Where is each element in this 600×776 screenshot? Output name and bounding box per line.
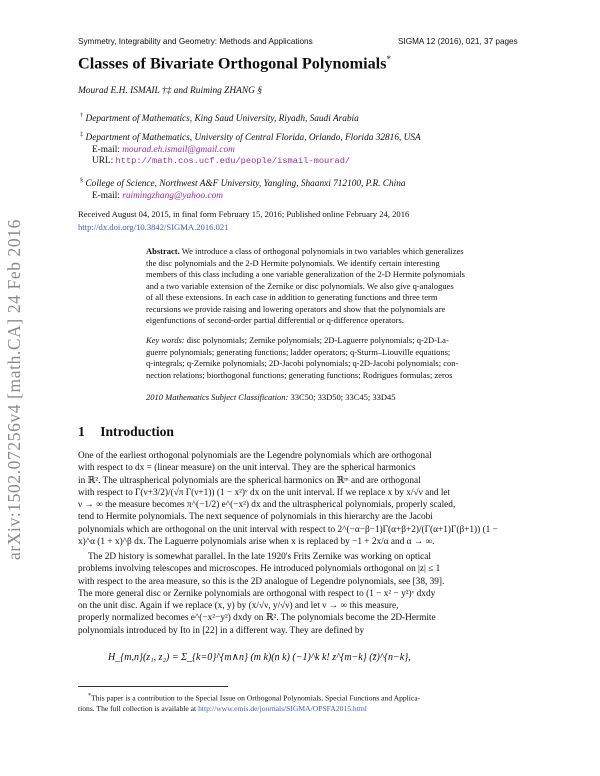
journal-citation: SIGMA 12 (2016), 021, 37 pages xyxy=(398,37,518,46)
body-line: polynomials introduced by Ito in [22] in a different way. They are defined by xyxy=(78,625,365,636)
email-link-1[interactable]: mourad.eh.ismail@gmail.com xyxy=(122,144,235,155)
abstract-line: members of this class including a one variable generalization of the 2-D Hermite polynomials xyxy=(146,269,465,279)
abstract-label: Abstract. xyxy=(146,246,180,256)
affiliation-2-mark: ‡ xyxy=(80,131,84,138)
body-line: with respect to dx = (linear measure) on the unit interval. They are the spherical harmonics xyxy=(78,463,416,474)
abstract-line: recursions we provide raising and lowering operators and show that the polynomials are xyxy=(146,303,446,314)
section-number: 1 xyxy=(78,424,85,439)
affiliation-1 xyxy=(80,110,550,126)
affiliation-3-mark: § xyxy=(80,177,84,184)
email-label-2: E-mail: xyxy=(92,190,120,201)
keywords xyxy=(146,335,534,381)
title-footnote-mark[interactable]: * xyxy=(386,54,391,64)
affiliation-2 xyxy=(80,129,550,168)
msc-label: 2010 Mathematics Subject Classification: xyxy=(146,392,289,402)
abstract xyxy=(146,246,534,327)
footnote-line-2: tions. The full collection is available at xyxy=(78,703,197,713)
body-line: ν → ∞ the measure becomes π^(−1/2) e^(−x²) dx and the ultraspherical polynomials, properly scaled, xyxy=(78,500,456,511)
body-line: x)^α (1 + x)^β dx. The Laguerre polynomials arise when x is replaced by −1 + 2x/α and α → ∞. xyxy=(78,537,435,548)
abstract-line: eigenfunctions of second-order partial differential or q-difference operators. xyxy=(146,315,404,325)
affiliation-3-text: College of Science, Northwest A&F University, Yangling, Shaanxi 712100, P.R. China xyxy=(85,179,406,190)
body-line: properly normalized becomes e^(−x²−y²) dxdy on ℝ². The polynomials become the 2D-Hermite xyxy=(78,613,436,624)
affiliation-3 xyxy=(80,175,550,202)
keywords-label: Key words: xyxy=(146,335,185,345)
body-line: on the unit disc. Again if we replace (x, y) by (x/√ν, y/√ν) and let ν → ∞ this measure, xyxy=(78,601,399,612)
abstract-line: of all these extensions. In each case in addition to generating functions and three term xyxy=(146,292,438,302)
doi-link[interactable]: http://dx.doi.org/10.3842/SIGMA.2016.021 xyxy=(78,222,229,232)
affiliation-1-text: Department of Mathematics, King Saud University, Riyadh, Saudi Arabia xyxy=(85,114,359,125)
email-label-1: E-mail: xyxy=(92,144,120,155)
footnote-collection-link[interactable]: http://www.emis.de/journals/SIGMA/OPSFA2015.html xyxy=(198,703,367,713)
body-line: with respect to Γ(ν+3/2)/(√π Γ(ν+1)) (1 − x²)ᵛ dx on the unit interval. If we replace x by x/√ν and let xyxy=(78,487,451,498)
section-heading xyxy=(78,424,174,440)
footnote-rule xyxy=(78,686,228,687)
body-line: in ℝ². The ultraspherical polynomials are the spherical harmonics on ℝᵐ and are orthogonal xyxy=(78,475,421,486)
email-link-2[interactable]: ruimingzhang@yahoo.com xyxy=(122,190,223,201)
title-text: Classes of Bivariate Orthogonal Polynomials xyxy=(78,54,387,73)
abstract-line: the disc polynomials and the 2-D Hermite polynomials. We identify certain interesting xyxy=(146,257,440,268)
paper-title xyxy=(78,54,391,73)
hermite-formula: H_{m,n}(z₁, z₂) = Σ_{k=0}^{m∧n} (m k)(n k) (−1)^k k! z^{m−k} (z̄)^{n−k}, xyxy=(108,652,411,663)
footnote xyxy=(78,691,530,714)
body-line: problems involving telescopes and microscopes. He introduced polynomials orthogonal on |z| ≤ 1 xyxy=(78,564,441,575)
journal-name: Symmetry, Integrability and Geometry: Methods and Applications xyxy=(78,37,313,46)
arxiv-stamp: arXiv:1502.07256v4 [math.CA] 24 Feb 2016 xyxy=(4,219,24,560)
msc-codes: 33C50; 33D50; 33C45; 33D45 xyxy=(290,392,396,402)
intro-paragraph-2 xyxy=(78,551,530,637)
body-line: The more general disc or Zernike polynomials are orthogonal with respect to (1 − x² − y²)ᵛ dxdy xyxy=(78,588,436,599)
section-title: Introduction xyxy=(100,424,174,439)
affiliation-2-text: Department of Mathematics, University of Central Florida, Orlando, Florida 32816, USA xyxy=(85,133,421,144)
body-line: One of the earliest orthogonal polynomials are the Legendre polynomials which are orthogonal xyxy=(78,451,432,461)
intro-paragraph-1 xyxy=(78,450,530,548)
body-line: with respect to the area measure, so this is the 2D analogue of Legendre polynomials, see [38, 39]. xyxy=(78,576,445,587)
keywords-line: q-integrals; q-Zernike polynomials; 2D-Jacobi polynomials; q-2D-Jacobi polynomials; con- xyxy=(146,358,459,368)
homepage-url-link[interactable]: http://math.cos.ucf.edu/people/ismail-mourad/ xyxy=(115,156,351,167)
keywords-line: guerre polynomials; generating functions; ladder operators; q-Sturm–Liouville equations; xyxy=(146,346,451,357)
footnote-mark: * xyxy=(88,692,92,699)
body-line: The 2D history is somewhat parallel. In the late 1920's Frits Zernike was working on optical xyxy=(88,552,432,562)
body-line: tend to Hermite polynomials. The next sequence of polynomials in this hierarchy are the Jacobi xyxy=(78,512,433,523)
keywords-line: nection relations; biorthogonal functions; generating functions; Rodrigues formulas; zeros xyxy=(146,369,453,380)
body-line: polynomials which are orthogonal on the unit interval with respect to 2^(−α−β−1)Γ(α+β+2)/(Γ(α+1)Γ(β+1)) (1 − xyxy=(78,524,498,535)
footnote-line-1: This paper is a contribution to the Special Issue on Orthogonal Polynomials, Special Functions and Applica- xyxy=(91,693,421,703)
authors: Mourad E.H. ISMAIL †‡ and Ruiming ZHANG § xyxy=(78,86,262,96)
keywords-line: disc polynomials; Zernike polynomials; 2D-Laguerre polynomials; q-2D-La- xyxy=(186,335,449,345)
msc-classification xyxy=(146,392,534,404)
abstract-line: We introduce a class of orthogonal polynomials in two variables which generalizes xyxy=(181,246,464,256)
publication-dates: Received August 04, 2015, in final form February 15, 2016; Published online February 24, 2016 xyxy=(78,209,410,219)
abstract-line: and a two variable extension of the Zernike or disc polynomials. We also give q-analogues xyxy=(146,280,454,291)
affiliation-1-mark: † xyxy=(80,112,84,119)
url-label: URL: xyxy=(92,156,114,167)
